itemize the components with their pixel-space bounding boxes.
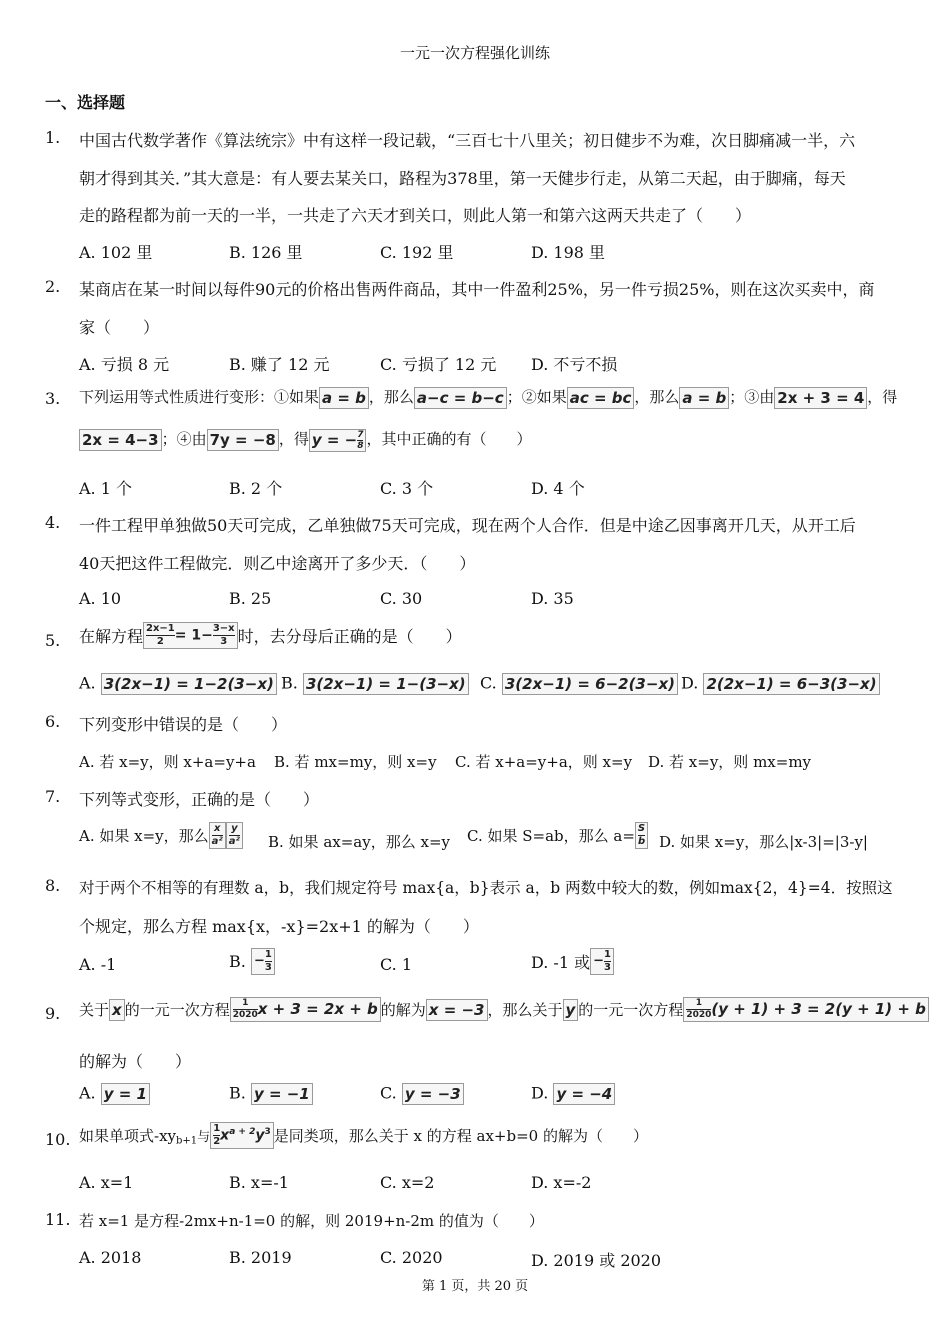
option-c: C. 3(2x−1) = 6−2(3−x) (480, 673, 678, 695)
question-stem-line (79, 386, 897, 409)
math-formula: $\frac{1}{2020}$ (y + 1) + 3 = 2(y + 1) + b (683, 997, 929, 1022)
stem-text: ；④由 (161, 430, 207, 448)
math-formula: a = b (319, 387, 369, 409)
question-stem-line: 下列变形中错误的是（ ） (79, 715, 288, 734)
option-d: D. 如果 x=y，那么|x-3|=|3-y| (659, 833, 868, 851)
option-c: C. 192 里 (380, 243, 454, 262)
option-c: C. 3 个 (380, 479, 434, 498)
question-number: 2. (45, 277, 61, 296)
math-formula: $\frac{2x-1}{2}$ = 1− $\frac{3-x}{3}$ (143, 622, 238, 649)
question-stem-line: 若 x=1 是方程-2mx+n-1=0 的解，则 2019+n-2m 的值为（ ） (79, 1212, 544, 1230)
stem-text: ，得 (278, 430, 309, 448)
stem-text: ，其中正确的有（ ） (366, 430, 532, 448)
option-b: B. 赚了 12 元 (229, 355, 330, 374)
option-d: D. 不亏不损 (531, 355, 618, 374)
math-formula: $\frac{x}{\text{a²}}$ (209, 822, 226, 849)
question-stem-line: 个规定，那么方程 max{x，-x}=2x+1 的解为（ ） (79, 917, 479, 936)
question-number: 1. (45, 128, 61, 147)
option-b: B. 25 (229, 589, 272, 608)
question-stem-line: 一件工程甲单独做50天可完成，乙单独做75天可完成，现在两个人合作．但是中途乙因事离开几天，从开工后 (79, 516, 856, 535)
option-b: B. x=-1 (229, 1173, 289, 1192)
question-stem-line (79, 622, 462, 649)
option-d: D. y = −4 (531, 1083, 615, 1105)
option-c: C. 亏损了 12 元 (380, 355, 497, 374)
question-stem-line (79, 428, 531, 452)
question-number: 6. (45, 712, 61, 731)
option-d: D. 198 里 (531, 243, 606, 262)
math-formula: y = 1 (101, 1083, 150, 1105)
question-number: 11. (45, 1210, 71, 1229)
math-formula: $\frac{S}{b}$ (635, 822, 648, 849)
option-a: A. -1 (79, 955, 117, 974)
math-formula: 2(2x−1) = 6−3(3−x) (703, 673, 879, 695)
option-b: B. 126 里 (229, 243, 303, 262)
option-a: A. 若 x=y，则 x+a=y+a (79, 753, 256, 771)
math-formula: $\frac{y}{\text{a²}}$ (226, 822, 243, 849)
question-number: 5. (45, 631, 61, 650)
option-a: A. y = 1 (79, 1083, 150, 1105)
option-c: C. 1 (380, 955, 413, 974)
stem-text: 在解方程 (79, 627, 144, 646)
math-formula: $\frac{1}{2020}$ x + 3 = 2x + b (230, 997, 381, 1022)
stem-text: ；③由 (729, 388, 775, 406)
option-b: B. 2019 (229, 1248, 292, 1267)
option-a: A. 亏损 8 元 (79, 355, 170, 374)
stem-text: 下列运用等式性质进行变形：①如果 (79, 388, 320, 406)
question-number: 4. (45, 513, 61, 532)
option-d: D. 2(2x−1) = 6−3(3−x) (681, 673, 880, 695)
math-formula: − $\frac{1}{3}$ (251, 948, 275, 975)
math-formula: a = b (679, 387, 729, 409)
question-stem-line: 朝才得到其关．”其大意是：有人要去某关口，路程为378里，第一天健步行走，从第二天起，由于脚痛，每天 (79, 169, 846, 188)
option-d: D. 4 个 (531, 479, 585, 498)
stem-text: ；②如果 (506, 388, 567, 406)
question-number: 7. (45, 787, 61, 806)
option-d: D. -1 或 − $\frac{1}{3}$ (531, 948, 614, 975)
stem-text: ，得 (867, 388, 898, 406)
question-number: 8. (45, 876, 61, 895)
option-c: C. 2020 (380, 1248, 443, 1267)
math-formula: 3(2x−1) = 6−2(3−x) (502, 673, 678, 695)
math-formula: y (563, 999, 579, 1021)
option-b: B. 3(2x−1) = 1−(3−x) (281, 673, 469, 695)
option-c: C. 如果 S=ab，那么 a= $\frac{S}{b}$ (467, 822, 648, 849)
option-b: B. y = −1 (229, 1083, 313, 1105)
page-footer: 第 1 页，共 20 页 (421, 1279, 529, 1294)
option-b: B. − $\frac{1}{3}$ (229, 948, 275, 975)
question-stem-line: 的解为（ ） (79, 1052, 192, 1071)
math-formula: 7y = −8 (207, 429, 279, 451)
math-formula: 2x = 4−3 (79, 429, 162, 451)
question-stem-line: 中国古代数学著作《算法统宗》中有这样一段记载，“三百七十八里关；初日健步不为难，次日脚痛减一半，六 (79, 131, 856, 150)
option-b: B. 2 个 (229, 479, 283, 498)
math-formula: y = −4 (553, 1083, 615, 1105)
option-a: A. 2018 (79, 1248, 142, 1267)
option-d: D. x=-2 (531, 1173, 592, 1192)
stem-text: ，那么 (368, 388, 414, 406)
math-formula: y = −3 (402, 1083, 464, 1105)
option-d: D. 若 x=y，则 mx=my (648, 753, 812, 771)
option-a: A. 如果 x=y，那么 $\frac{x}{\text{a²}}$ $\frac{y}{\text{a²}}$ (79, 822, 243, 849)
math-formula: $\frac{1}{2}$ $x^{a + 2}y^3$ (210, 1122, 274, 1149)
math-formula: a−c = b−c (414, 387, 507, 409)
math-formula: y = − $\frac{7}{8}$ (309, 429, 367, 452)
section-heading: 一、选择题 (45, 93, 126, 112)
question-stem-line: 某商店在某一时间以每件90元的价格出售两件商品，其中一件盈利25%，另一件亏损25%，则在这次买卖中，商 (79, 280, 875, 299)
math-formula: 3(2x−1) = 1−(3−x) (303, 673, 469, 695)
math-formula: − $\frac{1}{3}$ (590, 948, 614, 975)
option-a: A. 3(2x−1) = 1−2(3−x) (79, 673, 277, 695)
question-number: 9. (45, 1004, 61, 1023)
question-number: 3. (45, 389, 61, 408)
option-c: C. 30 (380, 589, 423, 608)
math-formula: x (109, 999, 125, 1021)
math-formula: x = −3 (426, 999, 488, 1021)
option-a: A. 102 里 (79, 243, 153, 262)
question-stem-line: 家（ ） (79, 318, 160, 337)
question-stem-line: 关于 x 的一元一次方程 $\frac{1}{2020}$ x + 3 = 2x + b 的解为 x = −3 ，那么关于 y 的一元一次方程 $\frac{1}{2020}$ (y + 1) + 3 = 2(y + 1) + b (79, 997, 929, 1022)
stem-text: ，那么 (634, 388, 680, 406)
option-b: B. 若 mx=my，则 x=y (274, 753, 437, 771)
math-formula: 3(2x−1) = 1−2(3−x) (101, 673, 277, 695)
question-number: 10. (45, 1130, 71, 1149)
math-formula: y = −1 (251, 1083, 313, 1105)
option-c: C. 若 x+a=y+a，则 x=y (455, 753, 633, 771)
stem-text: 时，去分母后正确的是（ ） (237, 627, 462, 646)
option-a: A. 1 个 (79, 479, 132, 498)
option-a: A. x=1 (79, 1173, 134, 1192)
question-stem-line: 40天把这件工程做完．则乙中途离开了多少天．（ ） (79, 554, 476, 573)
math-formula: ac = bc (567, 387, 635, 409)
option-c: C. y = −3 (380, 1083, 464, 1105)
option-c: C. x=2 (380, 1173, 435, 1192)
math-formula: 2x + 3 = 4 (774, 387, 867, 409)
question-stem-line: 下列等式变形，正确的是（ ） (79, 790, 320, 809)
question-stem-line: 如果单项式$-xy_{b+1}$与 $\frac{1}{2}$ $x^{a + 2}y^3$ 是同类项，那么关于 x 的方程 ax+b=0 的解为（ ） (79, 1123, 648, 1147)
question-stem-line: 对于两个不相等的有理数 a，b，我们规定符号 max{a，b}表示 a，b 两数中较大的数，例如max{2，4}=4．按照这 (79, 879, 893, 897)
option-d: D. 35 (531, 589, 574, 608)
option-a: A. 10 (79, 589, 122, 608)
option-b: B. 如果 ax=ay，那么 x=y (268, 833, 450, 851)
page-title: 一元一次方程强化训练 (399, 44, 550, 62)
option-d: D. 2019 或 2020 (531, 1251, 662, 1270)
question-stem-line: 走的路程都为前一天的一半，一共走了六天才到关口，则此人第一和第六这两天共走了（ ） (79, 206, 752, 225)
